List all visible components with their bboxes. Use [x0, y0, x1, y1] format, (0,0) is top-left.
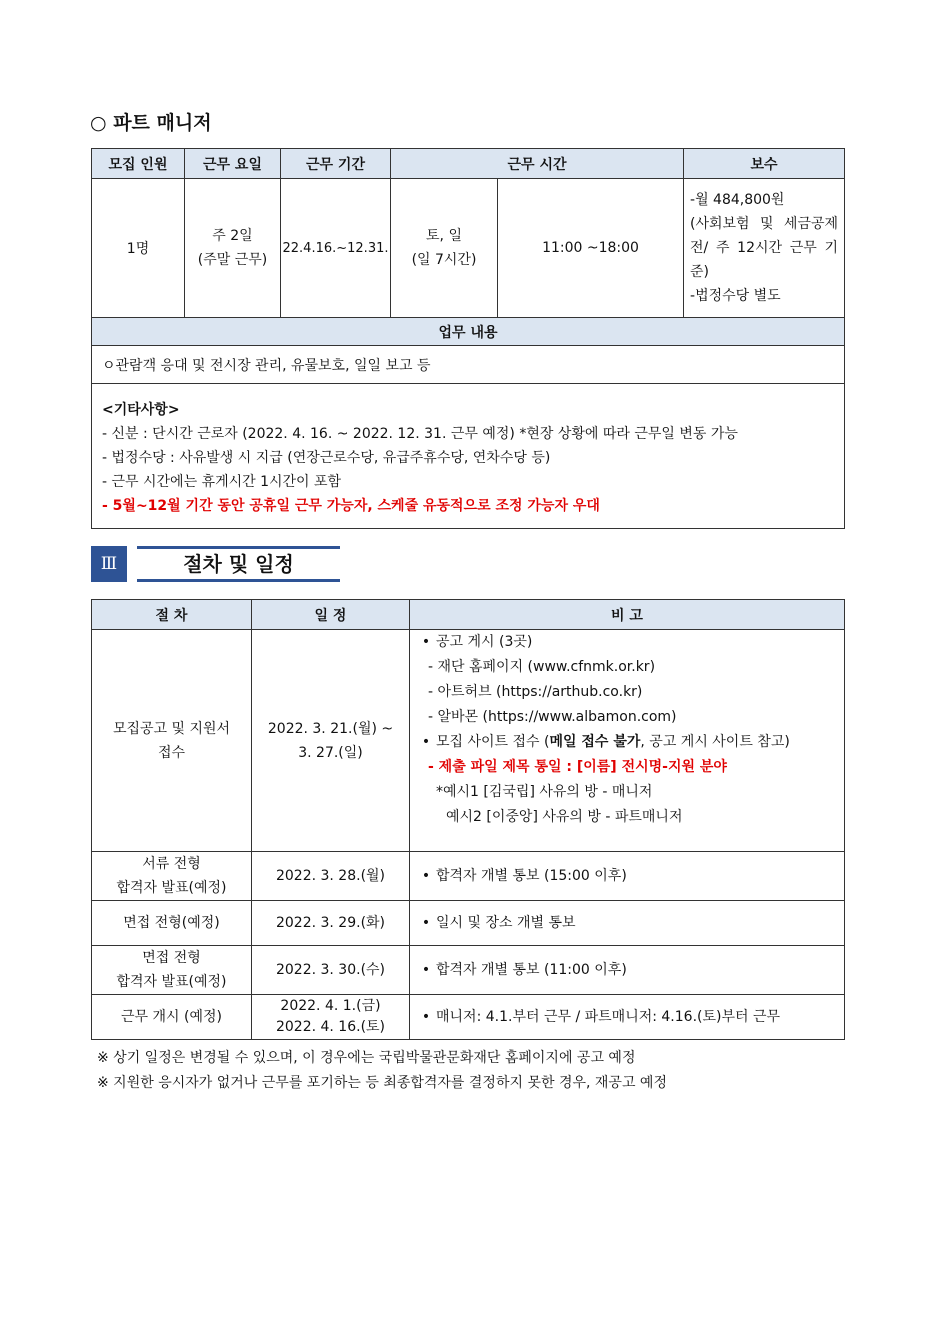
section-title-part-manager: ○ 파트 매니저	[90, 112, 212, 134]
other-note-item: - 법정수당 : 사유발생 시 지급 (연장근로수당, 유급주휴수당, 연차수당 등)	[102, 450, 551, 466]
other-notes	[92, 384, 845, 529]
date-line: 2022. 4. 16.(토)	[275, 1019, 386, 1035]
header-pay: 보수	[684, 149, 845, 179]
date-line: 2022. 4. 1.(금)	[280, 998, 381, 1014]
procedure-table	[91, 599, 845, 1040]
work-day-names	[391, 179, 498, 318]
duty-content: ㅇ관람객 응대 및 전시장 관리, 유물보호, 일일 보고 등	[92, 346, 845, 384]
other-note-item: - 신분 : 단시간 근로자 (2022. 4. 16. ~ 2022. 12. 31. 근무 예정) *현장 상황에 따라 근무일 변동 가능	[102, 426, 738, 442]
header-notes: 비 고	[410, 600, 845, 630]
header-procedure: 절 차	[92, 600, 252, 630]
step-interview: 면접 전형(예정)	[92, 901, 252, 946]
date-document-review: 2022. 3. 28.(월)	[252, 852, 410, 901]
pay-cell	[684, 179, 845, 318]
note-text: 합격자 개별 통보 (15:00 이후)	[436, 867, 627, 884]
notes-application	[410, 630, 845, 852]
step-line: 모집공고 및 지원서	[112, 720, 231, 737]
step-line: 면접 전형	[142, 950, 201, 966]
bullet-icon: •	[421, 734, 431, 750]
date-interview-result: 2022. 3. 30.(수)	[252, 946, 410, 995]
step-document-review	[92, 852, 252, 901]
bullet-icon: •	[421, 961, 431, 978]
bullet-icon: •	[421, 914, 431, 931]
note-text: 공고 게시 (3곳)	[436, 634, 533, 650]
note-text-part: , 공고 게시 사이트 참고)	[640, 734, 790, 750]
pay-line1: -월 484,800원	[690, 192, 785, 208]
step-line: 합격자 발표(예정)	[116, 880, 227, 896]
section3-heading	[91, 546, 341, 582]
date-application	[252, 630, 410, 852]
work-hours: 11:00 ~18:00	[498, 179, 684, 318]
notes-interview	[410, 901, 845, 946]
duty-header: 업무 내용	[92, 318, 845, 346]
bullet-icon: •	[421, 867, 431, 884]
note-text	[436, 730, 790, 755]
notes-document-review	[410, 852, 845, 901]
date-work-start	[252, 995, 410, 1040]
header-schedule: 일 정	[252, 600, 410, 630]
notes-interview-result	[410, 946, 845, 995]
bullet-icon: •	[421, 634, 431, 650]
work-day-names-line1: 토, 일	[426, 228, 462, 244]
work-days-line2: (주말 근무)	[197, 252, 268, 268]
pay-line3: -법정수당 별도	[690, 288, 781, 304]
work-days	[185, 179, 281, 318]
bullet-icon: •	[421, 1008, 431, 1025]
note-text: 합격자 개별 통보 (11:00 이후)	[436, 961, 627, 978]
header-work-days: 근무 요일	[185, 149, 281, 179]
step-line: 접수	[157, 744, 186, 761]
note-text: 매니저: 4.1.부터 근무 / 파트매니저: 4.16.(토)부터 근무	[436, 1008, 781, 1025]
work-day-names-line2: (일 7시간)	[411, 252, 477, 268]
note-bullet	[416, 1005, 840, 1030]
note-text-bold: 메일 접수 불가	[549, 734, 641, 750]
note-red: - 제출 파일 제목 통일 : [이름] 전시명-지원 분야	[428, 759, 727, 775]
other-notes-title: <기타사항>	[102, 402, 180, 418]
note-example: *예시1 [김국립] 사유의 방 - 매니저	[436, 784, 653, 800]
footnote: ※ 지원한 응시자가 없거나 근무를 포기하는 등 최종합격자를 결정하지 못한 경우, 재공고 예정	[97, 1075, 667, 1091]
work-period: 22.4.16.~12.31.	[281, 179, 391, 318]
notes-work-start	[410, 995, 845, 1040]
header-recruit-count: 모집 인원	[92, 149, 185, 179]
note-sub-item: - 재단 홈페이지 (www.cfnmk.or.kr)	[428, 659, 656, 675]
note-example: 예시2 [이중앙] 사유의 방 - 파트매니저	[446, 809, 683, 825]
section3-number: Ⅲ	[91, 546, 127, 582]
note-sub-item: - 아트허브 (https://arthub.co.kr)	[428, 684, 643, 700]
note-bullet	[416, 864, 840, 889]
note-bullet	[416, 911, 840, 936]
step-work-start: 근무 개시 (예정)	[92, 995, 252, 1040]
date-line: 3. 27.(일)	[298, 744, 363, 761]
date-interview: 2022. 3. 29.(화)	[252, 901, 410, 946]
part-manager-table	[91, 148, 845, 529]
footnotes	[97, 1046, 667, 1096]
step-interview-result	[92, 946, 252, 995]
section3-title: 절차 및 일정	[137, 546, 340, 582]
recruit-count: 1명	[92, 179, 185, 318]
header-work-hours: 근무 시간	[391, 149, 684, 179]
note-text-part: 모집 사이트 접수 (	[436, 734, 550, 750]
note-sub-item: - 알바몬 (https://www.albamon.com)	[428, 709, 677, 725]
note-bullet	[416, 958, 840, 983]
work-days-line1: 주 2일	[212, 228, 253, 244]
other-note-highlight: - 5월~12월 기간 동안 공휴일 근무 가능자, 스케줄 유동적으로 조정 가능자 우대	[102, 498, 600, 514]
note-bullet	[416, 630, 840, 655]
note-bullet	[416, 730, 840, 755]
note-text: 일시 및 장소 개별 통보	[436, 914, 576, 931]
pay-line2: (사회보험 및 세금공제 전/ 주 12시간 근무 기준)	[690, 216, 839, 280]
step-line: 합격자 발표(예정)	[116, 974, 227, 990]
footnote: ※ 상기 일정은 변경될 수 있으며, 이 경우에는 국립박물관문화재단 홈페이지에 공고 예정	[97, 1050, 636, 1066]
other-note-item: - 근무 시간에는 휴게시간 1시간이 포함	[102, 474, 342, 490]
step-application	[92, 630, 252, 852]
date-line: 2022. 3. 21.(월) ~	[267, 720, 394, 737]
header-work-period: 근무 기간	[281, 149, 391, 179]
step-line: 서류 전형	[142, 856, 201, 872]
